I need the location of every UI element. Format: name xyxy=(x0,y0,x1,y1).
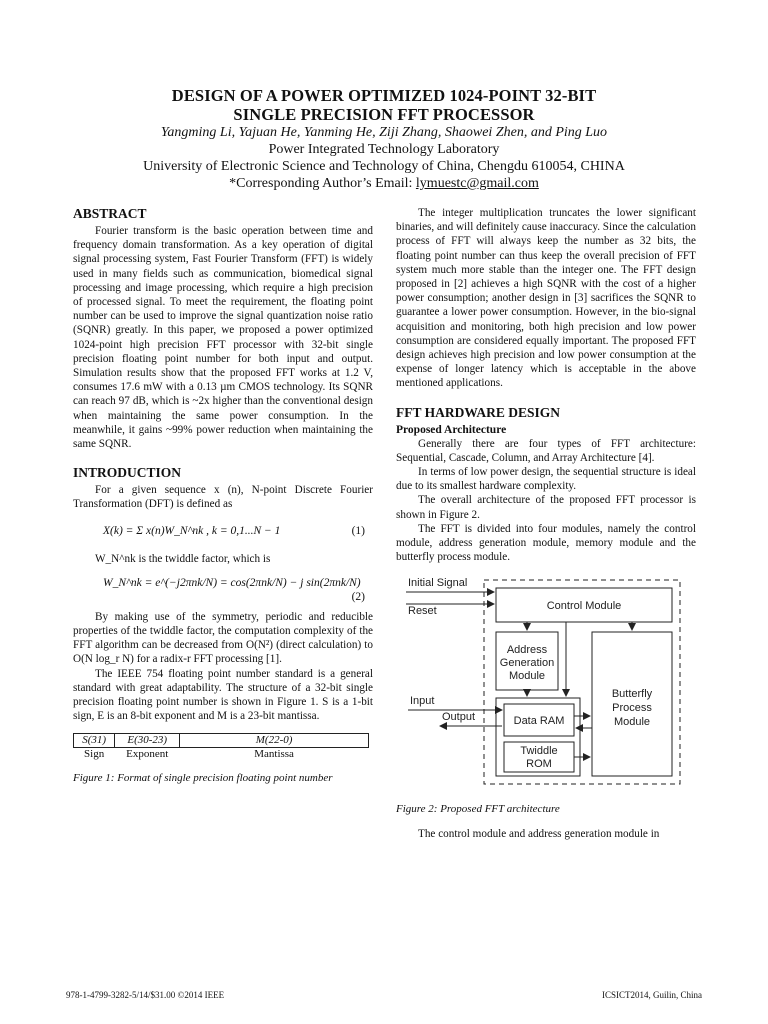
sign-bit-cell: S(31) xyxy=(74,734,115,748)
svg-text:Process: Process xyxy=(612,702,652,715)
right-paragraph-2: Generally there are four types of FFT architecture: Sequential, Cascade, Column, and Array Architecture [4]. xyxy=(396,437,696,464)
svg-text:Twiddle: Twiddle xyxy=(520,745,558,758)
proposed-architecture-heading: Proposed Architecture xyxy=(396,423,507,436)
paper-header xyxy=(0,86,768,192)
equation-2-number: (2) xyxy=(351,590,365,603)
control-module-label: Control Module xyxy=(546,600,622,613)
equation-1-number: (1) xyxy=(351,524,365,537)
svg-text:Module: Module xyxy=(508,670,546,683)
equation-1 xyxy=(73,512,373,552)
svg-text:Module: Module xyxy=(613,716,651,729)
fft-architecture-diagram xyxy=(396,570,696,800)
equation-2-formula: W_N^nk = e^(−j2πnk/N) = cos(2πnk/N) − j sin(2πnk/N) xyxy=(103,576,361,589)
figure-2-caption: Figure 2: Proposed FFT architecture xyxy=(396,803,560,816)
intro-paragraph-2: By making use of the symmetry, periodic and reducible properties of the twiddle factor, the computation complexity of the FFT algorithm can be decreased from O(N²) (direct calculation) to O(N log_r N) for a radix-r FFT processing [1]. xyxy=(73,610,373,666)
intro-paragraph-1: For a given sequence x (n), N-point Discrete Fourier Transformation (DFT) is defined as xyxy=(73,484,373,511)
right-paragraph-3: In terms of low power design, the sequential structure is ideal due to its smallest hardware complexity. xyxy=(396,466,696,493)
equation-2 xyxy=(73,566,373,610)
mantissa-label: Mantissa xyxy=(254,748,294,761)
output-label: Output xyxy=(442,711,476,724)
paper-title-line-1: DESIGN OF A POWER OPTIMIZED 1024-POINT 32-BIT xyxy=(171,86,597,105)
university-affiliation: University of Electronic Science and Technology of China, Chengdu 610054, CHINA xyxy=(143,159,625,174)
float-format-table xyxy=(73,733,369,761)
paper-title-line-2: SINGLE PRECISION FFT PROCESSOR xyxy=(233,105,535,124)
sign-label: Sign xyxy=(84,748,105,761)
exponent-label: Exponent xyxy=(126,748,169,761)
right-column xyxy=(396,206,696,841)
exponent-bits-cell: E(30-23) xyxy=(115,734,180,748)
mantissa-bits-cell: M(22-0) xyxy=(180,734,369,748)
svg-text:ROM: ROM xyxy=(526,758,552,771)
right-paragraph-6: The control module and address generation module in xyxy=(418,827,660,840)
svg-text:Data RAM: Data RAM xyxy=(513,715,565,728)
left-column xyxy=(73,206,373,786)
right-paragraph-5: The FFT is divided into four modules, namely the control module, address generation module, memory module and the butterfly process module. xyxy=(396,522,696,564)
reset-label: Reset xyxy=(408,605,437,618)
email-prefix: *Corresponding Author’s Email: xyxy=(229,176,413,191)
right-paragraph-1: The integer multiplication truncates the lower significant binaries, and will definitely cause inaccuracy. Since the calculation process of FFT will always keep the number as 32 bits, the floating point number can thus keep the overall precision of FFT system much more stable than the integer one. The FFT design proposed in [2] achieves a high SQNR with the cost of a higher power consumption; another design in [3] sacrifices the SQNR to guarantee a lower power consumption. However, in the bio-signal acquisition and monitoring, both high precision and low power consumption are considered equally important. The proposed FFT design achieves high precision and low power consumption at the expense of longer latency which is acceptable in the above mentioned applications. xyxy=(396,207,696,390)
introduction-heading: INTRODUCTION xyxy=(73,465,182,481)
right-paragraph-4: The overall architecture of the proposed FFT processor is shown in Figure 2. xyxy=(396,494,696,521)
email-link[interactable]: lymuestc@gmail.com xyxy=(415,176,539,191)
svg-text:Butterfly: Butterfly xyxy=(611,688,653,701)
hardware-design-heading: FFT HARDWARE DESIGN xyxy=(396,404,561,420)
abstract-text: Fourier transform is the basic operation between time and frequency domain transformation. As a key operation of digital signal processing system, Fast Fourier Transform (FFT) is widely used in many fields such as communication, biomedical signal processing and image processing, which require a high precision of processed signal. To meet the requirement, the floating point number can be used to improve the signal quantization noise ratio (SQNR) greatly. In this paper, we proposed a power optimized 1024-point high precision FFT processor with 32-bit single precision floating point number for both input and output. Simulation results show that the proposed FFT works at 1.2 V, consumes 17.6 mW with a 0.13 µm CMOS technology. Its SQNR can reach 97 dB, which is ~2x higher than the conventional design when maintaining the same power consumption. In the meanwhile, it gains ~99% power reduction when maintaining the same SQNR. xyxy=(73,225,373,451)
figure-1-caption: Figure 1: Format of single precision floating point number xyxy=(73,772,333,785)
equation-1-formula: X(k) = Σ x(n)W_N^nk , k = 0,1...N − 1 xyxy=(103,524,281,537)
twiddle-factor-text: W_N^nk is the twiddle factor, which is xyxy=(95,552,271,565)
footer-isbn: 978-1-4799-3282-5/14/$31.00 ©2014 IEEE xyxy=(66,990,225,1000)
abstract-heading: ABSTRACT xyxy=(73,206,147,221)
lab-affiliation: Power Integrated Technology Laboratory xyxy=(268,142,500,157)
corresponding-author xyxy=(0,175,768,192)
initial-signal-label: Initial Signal xyxy=(408,577,468,590)
input-label: Input xyxy=(410,695,435,708)
intro-paragraph-3: The IEEE 754 floating point number standard is a general standard with great adaptability. The structure of a 32-bit single precision floating point number is shown in Figure 1. S is a 1-bit sign, E is an 8-bit exponent and M is a 23-bit mantissa. xyxy=(73,667,373,723)
author-list: Yangming Li, Yajuan He, Yanming He, Ziji Zhang, Shaowei Zhen, and Ping Luo xyxy=(160,125,608,140)
svg-text:Generation: Generation xyxy=(499,657,555,670)
footer-conference: ICSICT2014, Guilin, China xyxy=(601,990,702,1000)
svg-text:Address: Address xyxy=(506,644,548,657)
